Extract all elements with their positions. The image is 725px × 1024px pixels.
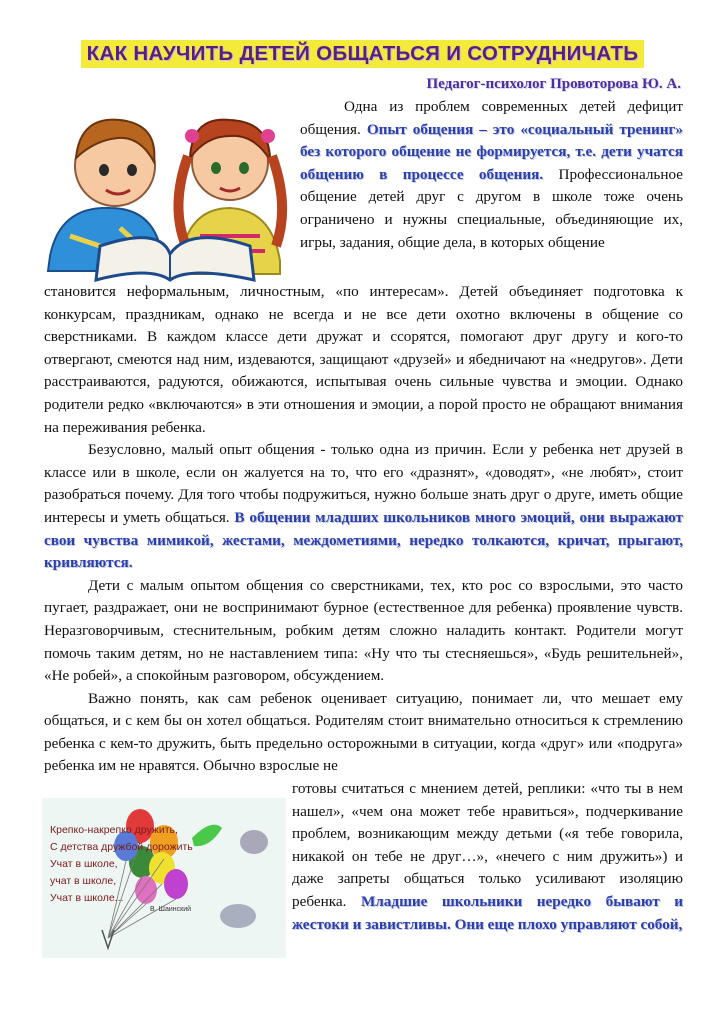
highlight-text: Опыт общения – это «социальный тренинг» без которого общение не формируется, т.е. дети учатся общению в процессе общения. [300, 120, 683, 183]
highlight-text: В общении младших школьников много эмоций, они выражают свои чувства мимикой, жестами, междометиями, нередко толкаются, кричат, прыгают, кривляются. [44, 508, 683, 572]
poem-author: В. Шаинский [150, 906, 192, 913]
page-title: КАК НАУЧИТЬ ДЕТЕЙ ОБЩАТЬСЯ И СОТРУДНИЧАТЬ [0, 40, 725, 68]
children-reading-illustration [40, 96, 292, 284]
paragraph-block: становится неформальным, личностным, «по интересам». Детей объединяет подготовка к конкурсам, праздникам, однако не всегда и не все дети охотно включены в общение со сверстниками. В каждом классе дети дружат и ссорятся, помогают друг другу и кого-то отвергают, смеются над ним, издеваются, защищают «друзей» и ябедничают на «недругов». Дети расстраиваются, радуются, обижаются, испытывая очень сильные чувства и эмоции. Однако родители редко «включаются» в эти отношения и эмоции, а порой просто не обращают внимания на переживания ребенка. Безусловно, малый опыт общения - только одна из причин. Если у ребенка нет друзей в классе или в школе, если он жалуется на то, что его «дразнят», «доводят», «не любят», стоит разобраться почему. Для того чтобы подружиться, нужно больше знать друг о друге, иметь общие интересы и уметь общаться. В общении младших школьников много эмоций, они выражают свои чувства мимикой, жестами, междометиями, нередко толкаются, кричат, прыгают, кривляются. Дети с малым опытом общения со сверстниками, тех, кто рос со взрослыми, это часто пугает, раздражает, они не воспринимают бурное (естественное для ребенка) проявление чувств. Неразговорчивым, стеснительным, робким детям сложно наладить контакт. Родители могут помочь таким детям, но не наставлением типа: «Ну что ты стесняешься», «Будь решительней», «Не робей», а спокойным разговором, обсуждением. Важно понять, как сам ребенок оценивает ситуацию, понимает ли, что мешает ему общаться, и с кем бы он хотел общаться. Родителям стоит внимательно относиться к стремлению ребенка с кем-то дружить, быть предельно осторожными в ситуации, когда «друг» или «подруга» ребенка им не нравятся. Обычно взрослые не [44, 283, 683, 775]
highlight-text: Младшие школьники нередко бывают и жестоки и завистливы. Они еще плохо управляют собой, [292, 892, 683, 933]
poem-text: Крепко-накрепко дружить, С детства дружбой дорожить Учат в школе, учат в школе, Учат в школе... [50, 824, 193, 904]
poem-illustration [42, 798, 286, 958]
paragraph-continuation: готовы считаться с мнением детей, реплики: «что ты в нем нашел», «чем она может тебе нравиться», подчеркивание проблем, возникающим между детьми («я тебе говорила, никакой он тебе не друг…», «нечего с ним дружить») и даже запреты общаться только усиливают изоляцию ребенка. Младшие школьники нередко бывают и жестоки и завистливы. Они еще плохо управляют собой, [292, 780, 683, 933]
intro-paragraph: Одна из проблем современных детей дефицит общения. Опыт общения – это «социальный тренинг» без которого общение не формируется, т.е. дети учатся общению в процессе общения. Профессиональное общение детей друг с другом в школе тоже очень ограничено и нужны специальные, объединяющие их, игры, задания, общие дела, в которых общение [300, 98, 683, 251]
author-line: Педагог-психолог Провоторова Ю. А. [426, 76, 681, 92]
